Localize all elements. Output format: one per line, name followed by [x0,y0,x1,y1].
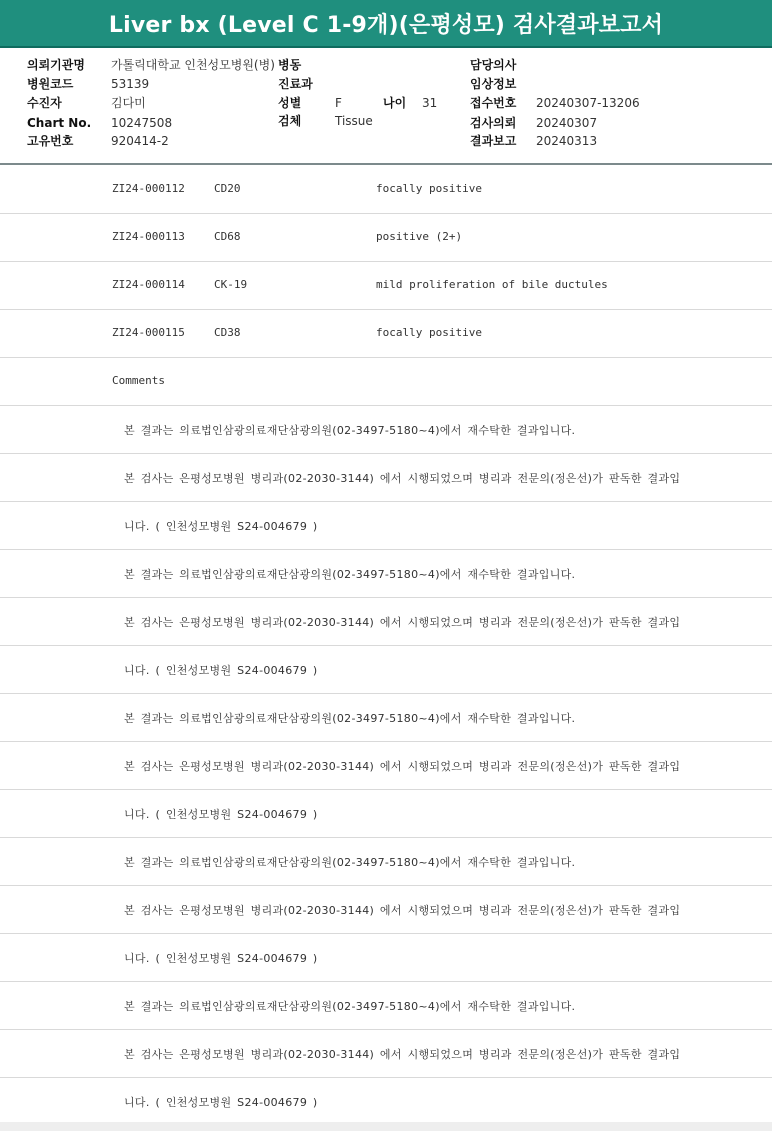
result-row [0,262,772,310]
bottom-edge [0,1122,772,1131]
comment-text: 니다. ( 인천성모병원 S24-004679 ) [124,952,318,965]
result-test: CD20 [214,182,241,195]
comment-text: 본 검사는 은평성모병원 병리과(02-2030-3144) 에서 시행되었으며 병리과 전문의(정은선)가 판독한 결과입 [124,472,681,485]
request-label: 검사의뢰 [470,116,517,130]
report-title: Liver bx (Level C 1-9개)(은평성모) 검사결과보고서 [108,12,664,38]
result-test: CD38 [214,326,241,339]
specimen-label: 검체 [278,114,302,128]
result-value: focally positive [376,326,482,339]
comment-line [0,502,772,550]
comment-line [0,550,772,598]
comment-line [0,982,772,1030]
clinical-info-label: 임상정보 [470,77,517,91]
sex-value: F [335,96,342,110]
report-title-bar [0,0,772,48]
specimen-value: Tissue [335,114,373,128]
receipt-value: 20240307-13206 [536,96,640,110]
sex-label: 성별 [278,96,302,110]
patient-value: 김다미 [111,96,146,110]
result-value: mild proliferation of bile ductules [376,278,608,291]
hospital-code-value: 53139 [111,77,150,91]
result-code: ZI24-000113 [112,230,185,243]
comment-text: 본 검사는 은평성모병원 병리과(02-2030-3144) 에서 시행되었으며 병리과 전문의(정은선)가 판독한 결과입 [124,904,681,917]
comment-line [0,406,772,454]
result-code: ZI24-000115 [112,326,185,339]
comment-text: 니다. ( 인천성모병원 S24-004679 ) [124,808,318,821]
result-value: focally positive [376,182,482,195]
institution-value: 가톨릭대학교 인천성모병원(병) [111,58,275,72]
comment-text: 본 검사는 은평성모병원 병리과(02-2030-3144) 에서 시행되었으며 병리과 전문의(정은선)가 판독한 결과입 [124,616,681,629]
comment-text: 니다. ( 인천성모병원 S24-004679 ) [124,664,318,677]
age-value: 31 [422,96,438,110]
chart-value: 10247508 [111,116,173,130]
comment-text: 본 결과는 의료법인삼광의료재단삼광의원(02-3497-5180~4)에서 재수탁한 결과입니다. [124,712,576,725]
patient-label: 수진자 [27,96,62,110]
comment-line [0,646,772,694]
comments-label: Comments [112,374,165,387]
comment-text: 본 결과는 의료법인삼광의료재단삼광의원(02-3497-5180~4)에서 재수탁한 결과입니다. [124,424,576,437]
comment-text: 본 결과는 의료법인삼광의료재단삼광의원(02-3497-5180~4)에서 재수탁한 결과입니다. [124,856,576,869]
comment-line [0,790,772,838]
result-value: positive (2+) [376,230,463,243]
comment-line [0,886,772,934]
result-row [0,166,772,214]
result-code: ZI24-000112 [112,182,185,195]
report-label: 결과보고 [470,134,517,148]
comment-text: 본 결과는 의료법인삼광의료재단삼광의원(02-3497-5180~4)에서 재수탁한 결과입니다. [124,568,576,581]
result-row [0,310,772,358]
comment-line [0,1030,772,1078]
comment-line [0,934,772,982]
comment-line [0,598,772,646]
id-value: 920414-2 [111,134,169,148]
report-value: 20240313 [536,134,598,148]
department-label: 진료과 [278,77,313,91]
doctor-label: 담당의사 [470,58,517,72]
id-label: 고유번호 [27,134,74,148]
comment-line [0,838,772,886]
institution-label: 의뢰기관명 [27,58,85,72]
results-list [0,166,772,1122]
comment-line [0,694,772,742]
result-code: ZI24-000114 [112,278,185,291]
result-test: CD68 [214,230,241,243]
patient-info-header [0,48,772,165]
comment-line [0,742,772,790]
comment-line [0,454,772,502]
result-row [0,214,772,262]
request-value: 20240307 [536,116,598,130]
result-test: CK-19 [214,278,248,291]
comment-text: 본 검사는 은평성모병원 병리과(02-2030-3144) 에서 시행되었으며 병리과 전문의(정은선)가 판독한 결과입 [124,1048,681,1061]
ward-label: 병동 [278,58,302,72]
receipt-label: 접수번호 [470,96,517,110]
age-label: 나이 [383,96,407,110]
comment-text: 본 검사는 은평성모병원 병리과(02-2030-3144) 에서 시행되었으며 병리과 전문의(정은선)가 판독한 결과입 [124,760,681,773]
comment-line [0,1078,772,1126]
comments-header-row [0,358,772,406]
comment-text: 본 결과는 의료법인삼광의료재단삼광의원(02-3497-5180~4)에서 재수탁한 결과입니다. [124,1000,576,1013]
comment-text: 니다. ( 인천성모병원 S24-004679 ) [124,1096,318,1109]
comment-text: 니다. ( 인천성모병원 S24-004679 ) [124,520,318,533]
hospital-code-label: 병원코드 [27,77,74,91]
chart-label: Chart No. [27,116,92,130]
